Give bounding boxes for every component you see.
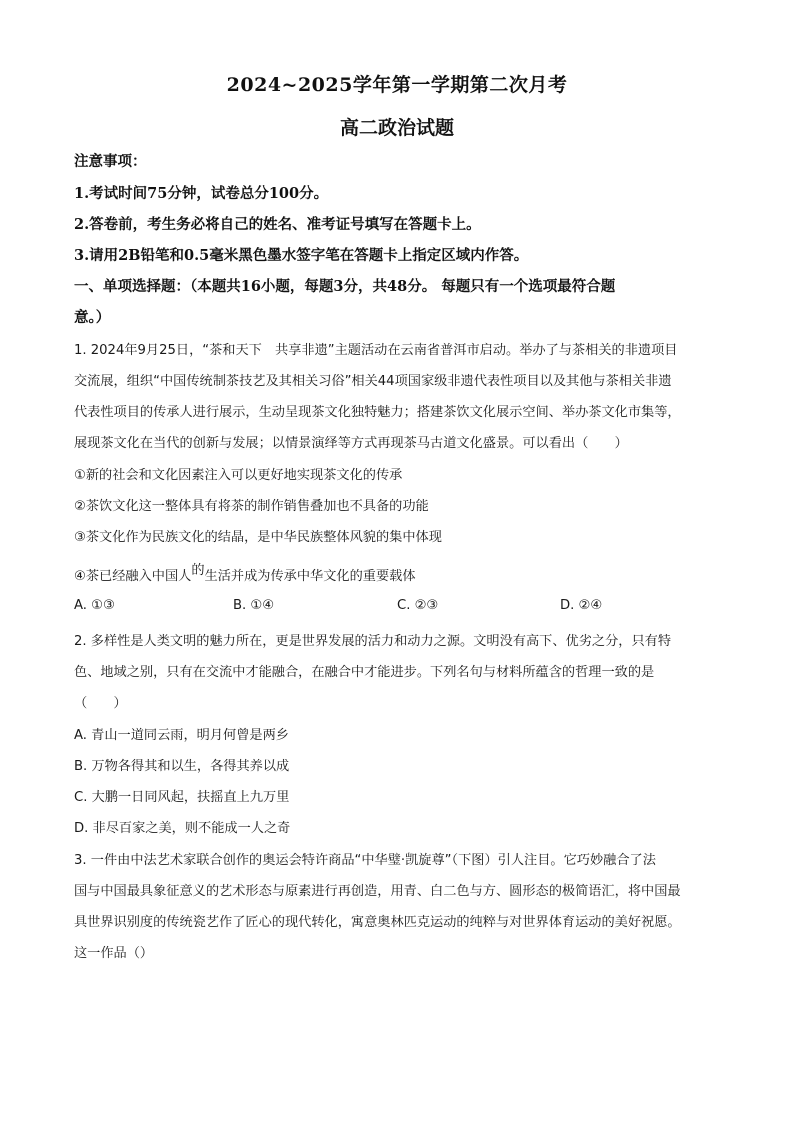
question-2-text: （ ） (74, 696, 127, 711)
question-2-option-c: C. 大鹏一日同风起，扶摇直上九万里 (74, 790, 290, 805)
statement-4-raised-char: 的 (191, 563, 205, 578)
question-1-statement: ②茶饮文化这一整体具有将茶的制作销售叠加也不具备的功能 (74, 499, 429, 514)
question-2-text: 2. 多样性是人类文明的魅力所在，更是世界发展的活力和动力之源。文明没有高下、优劣之分，只有特 (74, 634, 672, 649)
question-1-option-d: D. ②④ (560, 598, 603, 613)
question-3-text: 这一作品（） (74, 946, 154, 961)
section-heading: 一、单项选择题：（本题共16小题，每题3分，共48分。 每题只有一个选项最符合题 (74, 278, 616, 295)
question-3-text: 具世界识别度的传统瓷艺作了匠心的现代转化，寓意奥林匹克运动的纯粹与对世界体育运动的美好祝愿。 (74, 915, 681, 930)
statement-4-part-b: 生活并成为传承中华文化的重要载体 (204, 569, 416, 584)
notice-item: 3.请用2B铅笔和0.5毫米黑色墨水签字笔在答题卡上指定区域内作答。 (74, 247, 529, 264)
question-2-text: 色、地域之别，只有在交流中才能融合，在融合中才能进步。下列名句与材料所蕴含的哲理一致的是 (74, 665, 655, 680)
question-1-statement: ①新的社会和文化因素注入可以更好地实现茶文化的传承 (74, 468, 403, 483)
question-1-option-b: B. ①④ (233, 598, 275, 613)
question-1-statement: ③茶文化作为民族文化的结晶，是中华民族整体风貌的集中体现 (74, 530, 442, 545)
question-1-option-a: A. ①③ (74, 598, 115, 613)
notice-item: 1.考试时间75分钟，试卷总分100分。 (74, 185, 329, 202)
notice-heading: 注意事项： (74, 153, 147, 170)
question-1-text: 交流展，组织“中国传统制茶技艺及其相关习俗”相关44项国家级非遗代表性项目以及其他与茶相关非遗 (74, 374, 672, 389)
exam-title: 2024~2025学年第一学期第二次月考 (226, 74, 568, 96)
question-1-option-c: C. ②③ (397, 598, 439, 613)
question-3-text: 3. 一件由中法艺术家联合创作的奥运会特许商品“中华璧·凯旋尊”（下图）引人注目。它巧妙融合了法 (74, 853, 656, 868)
section-heading-cont: 意。） (74, 309, 111, 326)
question-2-option-a: A. 青山一道同云雨，明月何曾是两乡 (74, 728, 289, 743)
question-1-text: 展现茶文化在当代的创新与发展；以情景演绎等方式再现茶马古道文化盛景。可以看出（ ） (74, 436, 628, 451)
exam-subtitle: 高二政治试题 (339, 117, 454, 139)
question-2-option-b: B. 万物各得其和以生，各得其养以成 (74, 759, 290, 774)
question-2-option-d: D. 非尽百家之美，则不能成一人之奇 (74, 821, 291, 836)
notice-item: 2.答卷前，考生务必将自己的姓名、准考证号填写在答题卡上。 (74, 216, 481, 233)
question-1-text: 1. 2024年9月25日，“茶和天下 共享非遗”主题活动在云南省普洱市启动。举办了与茶相关的非遗项目 (74, 343, 678, 358)
question-1-text: 代表性项目的传承人进行展示，生动呈现茶文化独特魅力；搭建茶饮文化展示空间、举办茶文化市集等， (74, 405, 681, 420)
statement-4-part-a: ④茶已经融入中国人 (74, 569, 192, 584)
question-1-statement (74, 565, 416, 584)
question-3-text: 国与中国最具象征意义的艺术形态与原素进行再创造，用青、白二色与方、圆形态的极简语汇，将中国最 (74, 884, 681, 899)
